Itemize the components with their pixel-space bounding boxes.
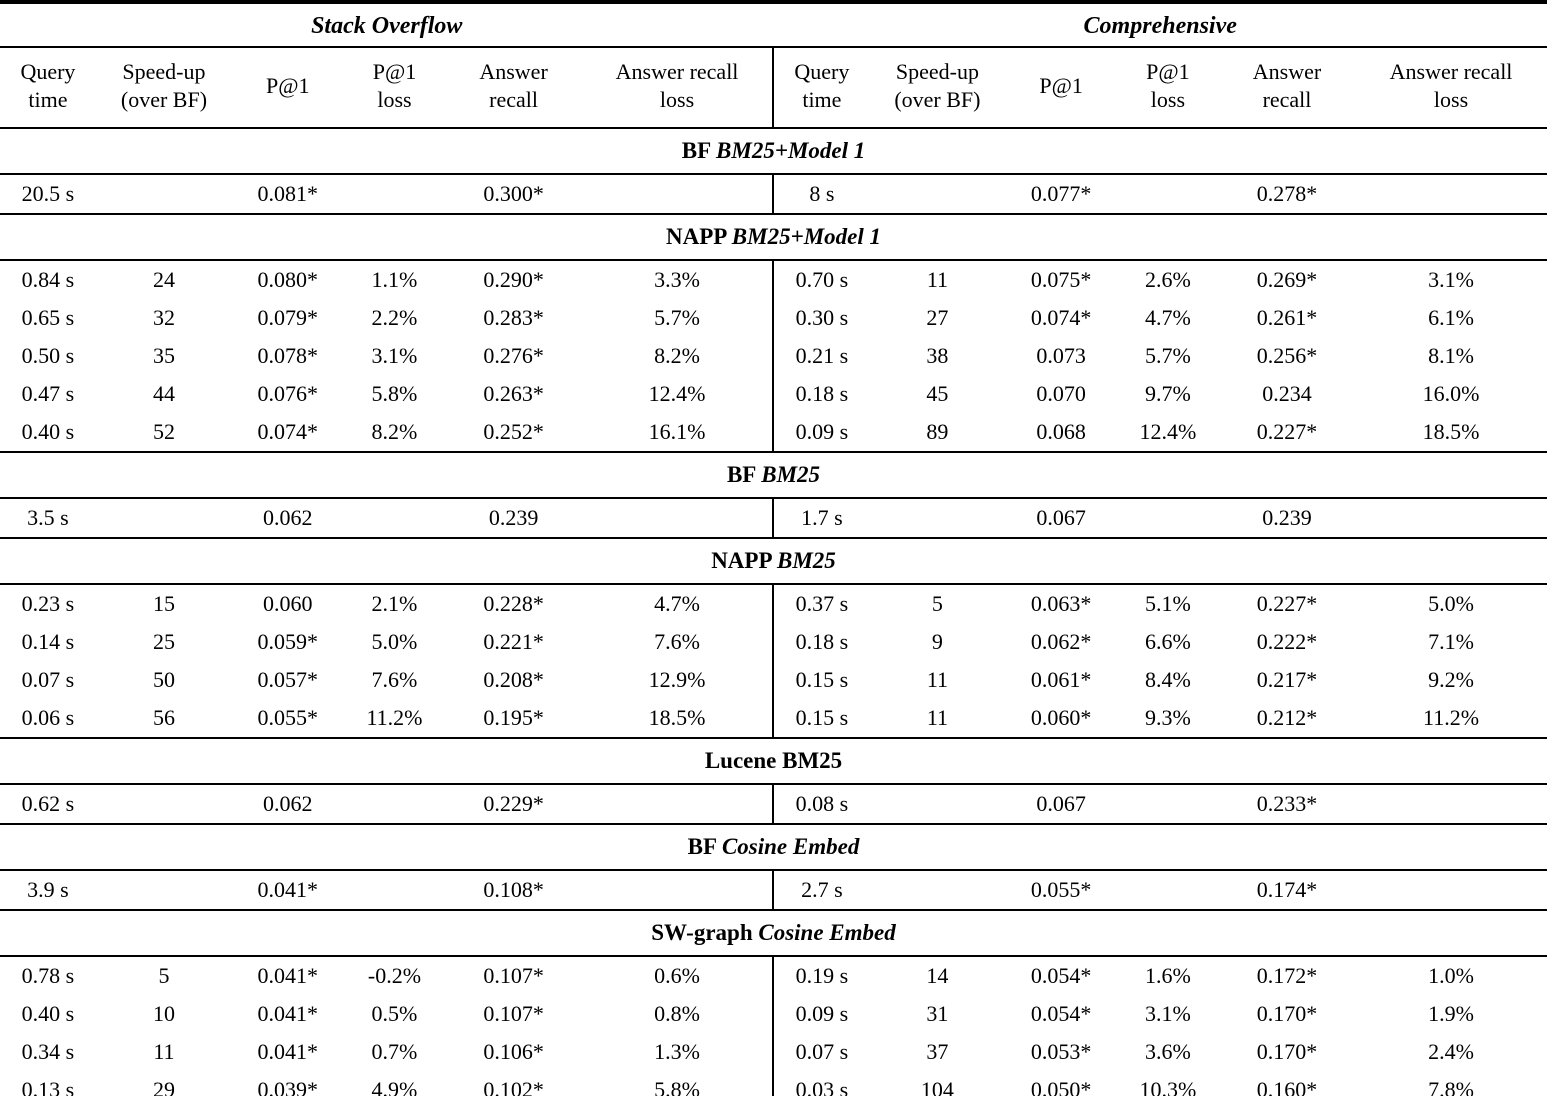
- cell-so-answer-recall-loss: 3.3%: [654, 267, 700, 292]
- cell-comp-answer-recall: 0.278*: [1219, 174, 1355, 214]
- cell-comp-query-time: 0.70 s: [773, 260, 869, 299]
- group-label-comp: Comprehensive: [773, 2, 1547, 47]
- cell-comp-answer-recall: 0.227*: [1256, 591, 1318, 616]
- cell-so-p-at-1-loss: 11.2%: [343, 699, 445, 738]
- cell-comp-speedup: 45: [926, 381, 949, 406]
- section-title-method: BM25: [777, 548, 836, 573]
- column-header-so-p-at-1: [232, 47, 343, 128]
- cell-so-answer-recall-loss: [582, 870, 774, 910]
- cell-comp-p-at-1: 0.077*: [1005, 174, 1116, 214]
- cell-comp-query-time: 0.37 s: [773, 584, 869, 623]
- cell-comp-p-at-1: 0.062*: [1030, 629, 1092, 654]
- section-title-row-lucene-bm25: [0, 738, 1547, 784]
- cell-comp-speedup: 14: [926, 963, 949, 988]
- cell-so-p-at-1-loss: [343, 174, 445, 214]
- column-header-comp-p-at-1-loss: [1117, 47, 1219, 128]
- cell-comp-speedup: [869, 784, 1005, 824]
- cell-so-answer-recall: 0.107*: [483, 1001, 544, 1026]
- cell-so-p-at-1: 0.074*: [232, 413, 343, 452]
- table-body: [0, 128, 1547, 1096]
- cell-so-answer-recall-loss: [582, 784, 774, 824]
- cell-so-speedup: 10: [152, 1001, 175, 1026]
- cell-so-answer-recall-loss: 7.6%: [654, 629, 700, 654]
- cell-so-answer-recall-loss: 8.2%: [654, 343, 700, 368]
- data-row-napp-bm25-model1-4: [0, 375, 1547, 413]
- cell-comp-answer-recall: 0.222*: [1256, 629, 1318, 654]
- column-header-line2: (over BF): [120, 87, 208, 112]
- cell-comp-answer-recall-loss: [1355, 174, 1547, 214]
- cell-comp-p-at-1: 0.063*: [1030, 591, 1092, 616]
- cell-comp-p-at-1-loss: 4.7%: [1144, 305, 1191, 330]
- cell-so-p-at-1: 0.059*: [257, 629, 318, 654]
- cell-so-query-time: 0.84 s: [21, 267, 75, 292]
- data-row-sw-graph-cosine-embed-1: [0, 956, 1547, 995]
- cell-so-p-at-1-loss: 2.2%: [371, 305, 418, 330]
- data-row-napp-bm25-model1-5: [0, 413, 1547, 452]
- cell-comp-speedup: 5: [931, 591, 943, 616]
- data-row-bf-cosine-embed-1: [0, 870, 1547, 910]
- cell-so-p-at-1: 0.081*: [232, 174, 343, 214]
- data-row-sw-graph-cosine-embed-3: [0, 1033, 1547, 1071]
- cell-comp-query-time: 1.7 s: [773, 498, 869, 538]
- cell-comp-p-at-1: 0.054*: [1030, 963, 1092, 988]
- cell-so-answer-recall: 0.283*: [483, 305, 544, 330]
- column-header-line2: loss: [1433, 87, 1469, 112]
- cell-so-p-at-1: 0.041*: [232, 870, 343, 910]
- cell-so-query-time: 0.62 s: [0, 784, 96, 824]
- cell-so-p-at-1-loss: 4.9%: [371, 1077, 418, 1096]
- cell-so-answer-recall-loss: 5.7%: [654, 305, 700, 330]
- cell-comp-speedup: 37: [926, 1039, 949, 1064]
- section-title-method: BM25+Model 1: [716, 138, 866, 163]
- cell-so-p-at-1: 0.080*: [257, 267, 318, 292]
- column-header-line1: P@1: [1146, 59, 1190, 84]
- data-row-lucene-bm25-1: [0, 784, 1547, 824]
- section-title-bf-cosine-embed: [0, 824, 1547, 870]
- section-title-roman: NAPP: [665, 224, 727, 249]
- cell-so-p-at-1-loss: [343, 498, 445, 538]
- cell-comp-p-at-1: 0.067: [1005, 784, 1116, 824]
- group-label-so: Stack Overflow: [0, 2, 773, 47]
- cell-comp-p-at-1: 0.068: [1005, 413, 1116, 452]
- section-title-sw-graph-cosine-embed: [0, 910, 1547, 956]
- cell-so-p-at-1: 0.062: [232, 498, 343, 538]
- cell-comp-query-time: 0.09 s: [773, 413, 869, 452]
- cell-comp-p-at-1-loss: [1117, 870, 1219, 910]
- cell-so-answer-recall: 0.300*: [446, 174, 582, 214]
- section-title-method: BM25: [761, 462, 821, 487]
- cell-comp-speedup: 104: [920, 1077, 954, 1096]
- column-header-so-query-time: [0, 47, 96, 128]
- column-header-line2: recall: [1262, 87, 1312, 112]
- cell-so-query-time: 3.9 s: [0, 870, 96, 910]
- cell-comp-answer-recall: 0.170*: [1256, 1001, 1318, 1026]
- data-row-bf-bm25-model1-1: [0, 174, 1547, 214]
- data-row-napp-bm25-model1-2: [0, 299, 1547, 337]
- cell-so-answer-recall: 0.102*: [483, 1077, 544, 1096]
- cell-comp-p-at-1: 0.074*: [1030, 305, 1092, 330]
- cell-comp-answer-recall: 0.170*: [1256, 1039, 1318, 1064]
- cell-comp-query-time: 0.15 s: [773, 699, 869, 738]
- data-row-napp-bm25-model1-3: [0, 337, 1547, 375]
- cell-so-p-at-1-loss: 7.6%: [371, 667, 418, 692]
- cell-so-answer-recall: 0.239: [446, 498, 582, 538]
- cell-comp-p-at-1-loss: 5.1%: [1144, 591, 1191, 616]
- column-header-line1: P@1: [1039, 73, 1083, 98]
- section-title-lucene-bm25: [0, 738, 1547, 784]
- column-header-line2: loss: [377, 87, 412, 112]
- cell-comp-p-at-1-loss: 2.6%: [1144, 267, 1191, 292]
- cell-comp-p-at-1-loss: 8.4%: [1144, 667, 1191, 692]
- column-header-comp-answer-recall: [1219, 47, 1355, 128]
- data-row-napp-bm25-2: [0, 623, 1547, 661]
- cell-comp-speedup: 11: [869, 699, 1005, 738]
- column-header-line2: loss: [659, 87, 695, 112]
- section-title-roman: BF: [726, 462, 756, 487]
- cell-comp-p-at-1: 0.053*: [1030, 1039, 1092, 1064]
- cell-so-p-at-1: 0.055*: [232, 699, 343, 738]
- column-header-line2: loss: [1150, 87, 1186, 112]
- cell-comp-answer-recall: 0.160*: [1256, 1077, 1318, 1096]
- cell-so-speedup: 5: [158, 963, 170, 988]
- cell-so-answer-recall-loss: 5.8%: [654, 1077, 700, 1096]
- cell-comp-query-time: 0.08 s: [773, 784, 869, 824]
- cell-comp-answer-recall: 0.261*: [1256, 305, 1318, 330]
- column-header-line1: P@1: [372, 59, 417, 84]
- cell-so-query-time: 0.07 s: [21, 667, 75, 692]
- cell-comp-answer-recall-loss: 11.2%: [1355, 699, 1547, 738]
- cell-comp-p-at-1-loss: [1117, 498, 1219, 538]
- cell-so-p-at-1: 0.041*: [257, 1039, 318, 1064]
- cell-so-speedup: 52: [96, 413, 232, 452]
- cell-comp-query-time: 0.15 s: [773, 661, 869, 699]
- column-header-comp-answer-recall-loss: [1355, 47, 1547, 128]
- cell-so-answer-recall: 0.106*: [483, 1039, 544, 1064]
- cell-so-query-time: 20.5 s: [0, 174, 96, 214]
- cell-comp-p-at-1: 0.073: [1036, 343, 1086, 368]
- cell-comp-answer-recall: 0.256*: [1256, 343, 1318, 368]
- column-header-line2: time: [802, 87, 842, 112]
- column-header-line1: Query: [794, 59, 850, 84]
- cell-comp-query-time: 0.03 s: [773, 1071, 869, 1096]
- column-header-line2: time: [28, 87, 68, 112]
- cell-comp-answer-recall-loss: 6.1%: [1428, 305, 1474, 330]
- cell-so-p-at-1-loss: 1.1%: [371, 267, 418, 292]
- cell-comp-query-time: 8 s: [773, 174, 869, 214]
- data-row-bf-bm25-1: [0, 498, 1547, 538]
- cell-comp-p-at-1-loss: [1117, 174, 1219, 214]
- cell-comp-answer-recall-loss: [1355, 870, 1547, 910]
- cell-so-answer-recall: 0.221*: [483, 629, 544, 654]
- cell-comp-speedup: 31: [926, 1001, 949, 1026]
- cell-so-p-at-1-loss: 8.2%: [343, 413, 445, 452]
- cell-comp-p-at-1: 0.067: [1005, 498, 1116, 538]
- cell-so-answer-recall-loss: [582, 174, 774, 214]
- cell-comp-answer-recall-loss: [1355, 498, 1547, 538]
- cell-comp-speedup: 9: [931, 629, 943, 654]
- cell-comp-answer-recall-loss: 16.0%: [1422, 381, 1480, 406]
- section-title-roman: BF: [687, 834, 717, 859]
- cell-comp-answer-recall-loss: 7.8%: [1428, 1077, 1474, 1096]
- cell-comp-answer-recall: 0.233*: [1219, 784, 1355, 824]
- cell-comp-answer-recall-loss: 1.0%: [1428, 963, 1474, 988]
- cell-so-speedup: 50: [152, 667, 175, 692]
- cell-comp-answer-recall: 0.239: [1219, 498, 1355, 538]
- section-title-row-bf-bm25-model1: [0, 128, 1547, 174]
- cell-so-query-time: 0.50 s: [21, 343, 75, 368]
- cell-comp-answer-recall-loss: 5.0%: [1428, 591, 1474, 616]
- cell-comp-query-time: 0.09 s: [773, 995, 869, 1033]
- column-header-comp-query-time: [773, 47, 869, 128]
- data-row-napp-bm25-3: [0, 661, 1547, 699]
- cell-so-speedup: 32: [152, 305, 175, 330]
- column-header-line2: recall: [489, 87, 538, 112]
- column-header-so-answer-recall-loss: [582, 47, 774, 128]
- cell-so-answer-recall: 0.228*: [483, 591, 544, 616]
- column-header-line1: Speed-up: [895, 59, 979, 84]
- cell-so-p-at-1: 0.041*: [257, 1001, 318, 1026]
- data-row-napp-bm25-4: [0, 699, 1547, 738]
- cell-comp-query-time: 0.18 s: [773, 375, 869, 413]
- section-title-method: BM25+Model 1: [731, 224, 881, 249]
- cell-so-p-at-1: 0.057*: [257, 667, 318, 692]
- cell-so-query-time: 0.23 s: [21, 591, 75, 616]
- column-header-comp-speedup: [869, 47, 1005, 128]
- cell-so-answer-recall-loss: 12.4%: [648, 381, 706, 406]
- cell-so-query-time: 0.40 s: [0, 413, 96, 452]
- section-title-roman: BF: [681, 138, 711, 163]
- column-header-so-p-at-1-loss: [343, 47, 445, 128]
- cell-so-answer-recall-loss: 1.3%: [654, 1039, 700, 1064]
- section-title-row-napp-bm25: [0, 538, 1547, 584]
- column-header-line1: Answer recall: [615, 59, 739, 84]
- section-title-method: Cosine Embed: [758, 920, 896, 945]
- cell-comp-p-at-1-loss: 1.6%: [1144, 963, 1191, 988]
- cell-so-answer-recall-loss: 0.8%: [654, 1001, 700, 1026]
- table-header: [0, 2, 1547, 128]
- cell-so-answer-recall-loss: 18.5%: [582, 699, 774, 738]
- cell-so-query-time: 0.47 s: [21, 381, 75, 406]
- cell-comp-query-time: 0.30 s: [773, 299, 869, 337]
- cell-so-speedup: 15: [152, 591, 175, 616]
- section-title-method: Cosine Embed: [721, 834, 860, 859]
- cell-so-query-time: 0.34 s: [21, 1039, 75, 1064]
- column-header-line1: Answer: [479, 59, 548, 84]
- cell-so-p-at-1-loss: 5.8%: [371, 381, 418, 406]
- section-title-bf-bm25-model1: [0, 128, 1547, 174]
- cell-so-p-at-1: 0.039*: [257, 1077, 318, 1096]
- cell-comp-answer-recall-loss: [1355, 784, 1547, 824]
- cell-so-answer-recall: 0.107*: [483, 963, 544, 988]
- column-header-line1: Answer: [1252, 59, 1322, 84]
- cell-so-query-time: 0.78 s: [21, 963, 75, 988]
- cell-so-answer-recall: 0.229*: [446, 784, 582, 824]
- column-header-line2: (over BF): [894, 87, 981, 112]
- cell-comp-p-at-1-loss: 3.1%: [1144, 1001, 1191, 1026]
- data-row-sw-graph-cosine-embed-4: [0, 1071, 1547, 1096]
- cell-so-speedup: 24: [152, 267, 175, 292]
- section-title-roman: Lucene BM25: [704, 748, 843, 773]
- cell-comp-answer-recall: 0.174*: [1219, 870, 1355, 910]
- column-header-line1: P@1: [265, 73, 310, 98]
- cell-so-speedup: 35: [152, 343, 175, 368]
- cell-so-query-time: 0.65 s: [21, 305, 75, 330]
- cell-so-speedup: [96, 870, 232, 910]
- cell-so-speedup: 44: [152, 381, 175, 406]
- section-title-roman: SW-graph: [651, 920, 753, 945]
- cell-comp-answer-recall: 0.269*: [1256, 267, 1318, 292]
- section-title-napp-bm25: [0, 538, 1547, 584]
- cell-so-p-at-1-loss: 2.1%: [371, 591, 418, 616]
- cell-so-p-at-1: 0.078*: [257, 343, 318, 368]
- cell-so-query-time: 0.14 s: [21, 629, 75, 654]
- cell-comp-p-at-1: 0.075*: [1030, 267, 1092, 292]
- cell-so-p-at-1-loss: -0.2%: [367, 963, 422, 988]
- data-row-napp-bm25-model1-1: [0, 260, 1547, 299]
- cell-so-p-at-1-loss: [343, 784, 445, 824]
- cell-comp-answer-recall: 0.234: [1262, 381, 1312, 406]
- section-title-row-napp-bm25-model1: [0, 214, 1547, 260]
- cell-so-p-at-1-loss: 0.5%: [371, 1001, 418, 1026]
- cell-so-speedup: [96, 498, 232, 538]
- cell-comp-p-at-1: 0.054*: [1030, 1001, 1092, 1026]
- cell-comp-speedup: 11: [926, 667, 948, 692]
- data-row-napp-bm25-1: [0, 584, 1547, 623]
- cell-so-query-time: 0.13 s: [21, 1077, 75, 1096]
- cell-so-answer-recall: 0.263*: [483, 381, 544, 406]
- column-header-comp-p-at-1: [1005, 47, 1116, 128]
- cell-so-answer-recall-loss: 12.9%: [648, 667, 706, 692]
- cell-comp-p-at-1: 0.055*: [1005, 870, 1116, 910]
- cell-comp-answer-recall: 0.227*: [1219, 413, 1355, 452]
- cell-so-speedup: [96, 784, 232, 824]
- cell-comp-answer-recall: 0.212*: [1219, 699, 1355, 738]
- cell-so-answer-recall-loss: [582, 498, 774, 538]
- cell-comp-answer-recall: 0.217*: [1256, 667, 1318, 692]
- cell-comp-query-time: 0.18 s: [773, 623, 869, 661]
- cell-so-speedup: [96, 174, 232, 214]
- cell-comp-answer-recall-loss: 1.9%: [1428, 1001, 1474, 1026]
- cell-comp-p-at-1: 0.050*: [1030, 1077, 1092, 1096]
- section-title-row-bf-bm25: [0, 452, 1547, 498]
- section-title-row-bf-cosine-embed: [0, 824, 1547, 870]
- cell-comp-query-time: 2.7 s: [773, 870, 869, 910]
- cell-comp-answer-recall-loss: 2.4%: [1428, 1039, 1474, 1064]
- cell-so-p-at-1-loss: 5.0%: [371, 629, 418, 654]
- section-title-napp-bm25-model1: [0, 214, 1547, 260]
- cell-so-p-at-1: 0.062: [232, 784, 343, 824]
- cell-so-query-time: 3.5 s: [0, 498, 96, 538]
- cell-so-query-time: 0.40 s: [21, 1001, 75, 1026]
- section-title-bf-bm25: [0, 452, 1547, 498]
- column-header-so-speedup: [96, 47, 232, 128]
- cell-so-answer-recall: 0.195*: [446, 699, 582, 738]
- cell-so-query-time: 0.06 s: [0, 699, 96, 738]
- cell-so-p-at-1-loss: 3.1%: [371, 343, 418, 368]
- cell-comp-speedup: 89: [869, 413, 1005, 452]
- cell-so-answer-recall: 0.108*: [446, 870, 582, 910]
- cell-comp-p-at-1-loss: [1117, 784, 1219, 824]
- cell-comp-speedup: [869, 174, 1005, 214]
- cell-comp-p-at-1: 0.070: [1036, 381, 1086, 406]
- cell-so-p-at-1-loss: 0.7%: [371, 1039, 418, 1064]
- cell-comp-answer-recall-loss: 3.1%: [1428, 267, 1474, 292]
- cell-comp-speedup: 11: [926, 267, 948, 292]
- cell-comp-speedup: [869, 498, 1005, 538]
- section-title-row-sw-graph-cosine-embed: [0, 910, 1547, 956]
- column-header-row: [0, 47, 1547, 128]
- cell-so-p-at-1: 0.041*: [257, 963, 318, 988]
- cell-so-answer-recall-loss: 4.7%: [654, 591, 700, 616]
- cell-comp-query-time: 0.21 s: [773, 337, 869, 375]
- data-row-sw-graph-cosine-embed-2: [0, 995, 1547, 1033]
- column-header-so-answer-recall: [446, 47, 582, 128]
- cell-comp-answer-recall-loss: 9.2%: [1428, 667, 1474, 692]
- cell-so-speedup: 25: [152, 629, 175, 654]
- cell-so-p-at-1: 0.060: [262, 591, 313, 616]
- cell-so-answer-recall-loss: 16.1%: [582, 413, 774, 452]
- column-header-line1: Answer recall: [1389, 59, 1513, 84]
- cell-comp-speedup: 38: [926, 343, 949, 368]
- cell-comp-p-at-1-loss: 9.3%: [1117, 699, 1219, 738]
- cell-comp-p-at-1: 0.061*: [1030, 667, 1092, 692]
- cell-comp-p-at-1: 0.060*: [1005, 699, 1116, 738]
- cell-comp-p-at-1-loss: 9.7%: [1144, 381, 1191, 406]
- column-header-line1: Query: [20, 59, 76, 84]
- cell-so-answer-recall: 0.208*: [483, 667, 544, 692]
- cell-comp-p-at-1-loss: 3.6%: [1144, 1039, 1191, 1064]
- cell-comp-answer-recall-loss: 7.1%: [1428, 629, 1474, 654]
- cell-so-speedup: 11: [153, 1039, 175, 1064]
- cell-so-answer-recall: 0.276*: [483, 343, 544, 368]
- cell-so-p-at-1: 0.076*: [257, 381, 318, 406]
- section-title-roman: NAPP: [711, 548, 772, 573]
- cell-comp-answer-recall: 0.172*: [1256, 963, 1318, 988]
- cell-comp-query-time: 0.19 s: [773, 956, 869, 995]
- cell-comp-p-at-1-loss: 6.6%: [1144, 629, 1191, 654]
- cell-comp-p-at-1-loss: 12.4%: [1117, 413, 1219, 452]
- cell-comp-answer-recall-loss: 8.1%: [1428, 343, 1474, 368]
- column-header-line1: Speed-up: [122, 59, 206, 84]
- cell-so-p-at-1-loss: [343, 870, 445, 910]
- cell-so-answer-recall-loss: 0.6%: [654, 963, 700, 988]
- cell-comp-speedup: 27: [926, 305, 949, 330]
- cell-so-speedup: 29: [152, 1077, 175, 1096]
- cell-so-answer-recall: 0.290*: [483, 267, 544, 292]
- cell-comp-query-time: 0.07 s: [773, 1033, 869, 1071]
- cell-comp-p-at-1-loss: 10.3%: [1139, 1077, 1197, 1096]
- cell-so-answer-recall: 0.252*: [446, 413, 582, 452]
- cell-comp-speedup: [869, 870, 1005, 910]
- cell-so-speedup: 56: [96, 699, 232, 738]
- cell-so-p-at-1: 0.079*: [257, 305, 318, 330]
- cell-comp-p-at-1-loss: 5.7%: [1144, 343, 1191, 368]
- cell-comp-answer-recall-loss: 18.5%: [1355, 413, 1547, 452]
- group-header-row: [0, 2, 1547, 47]
